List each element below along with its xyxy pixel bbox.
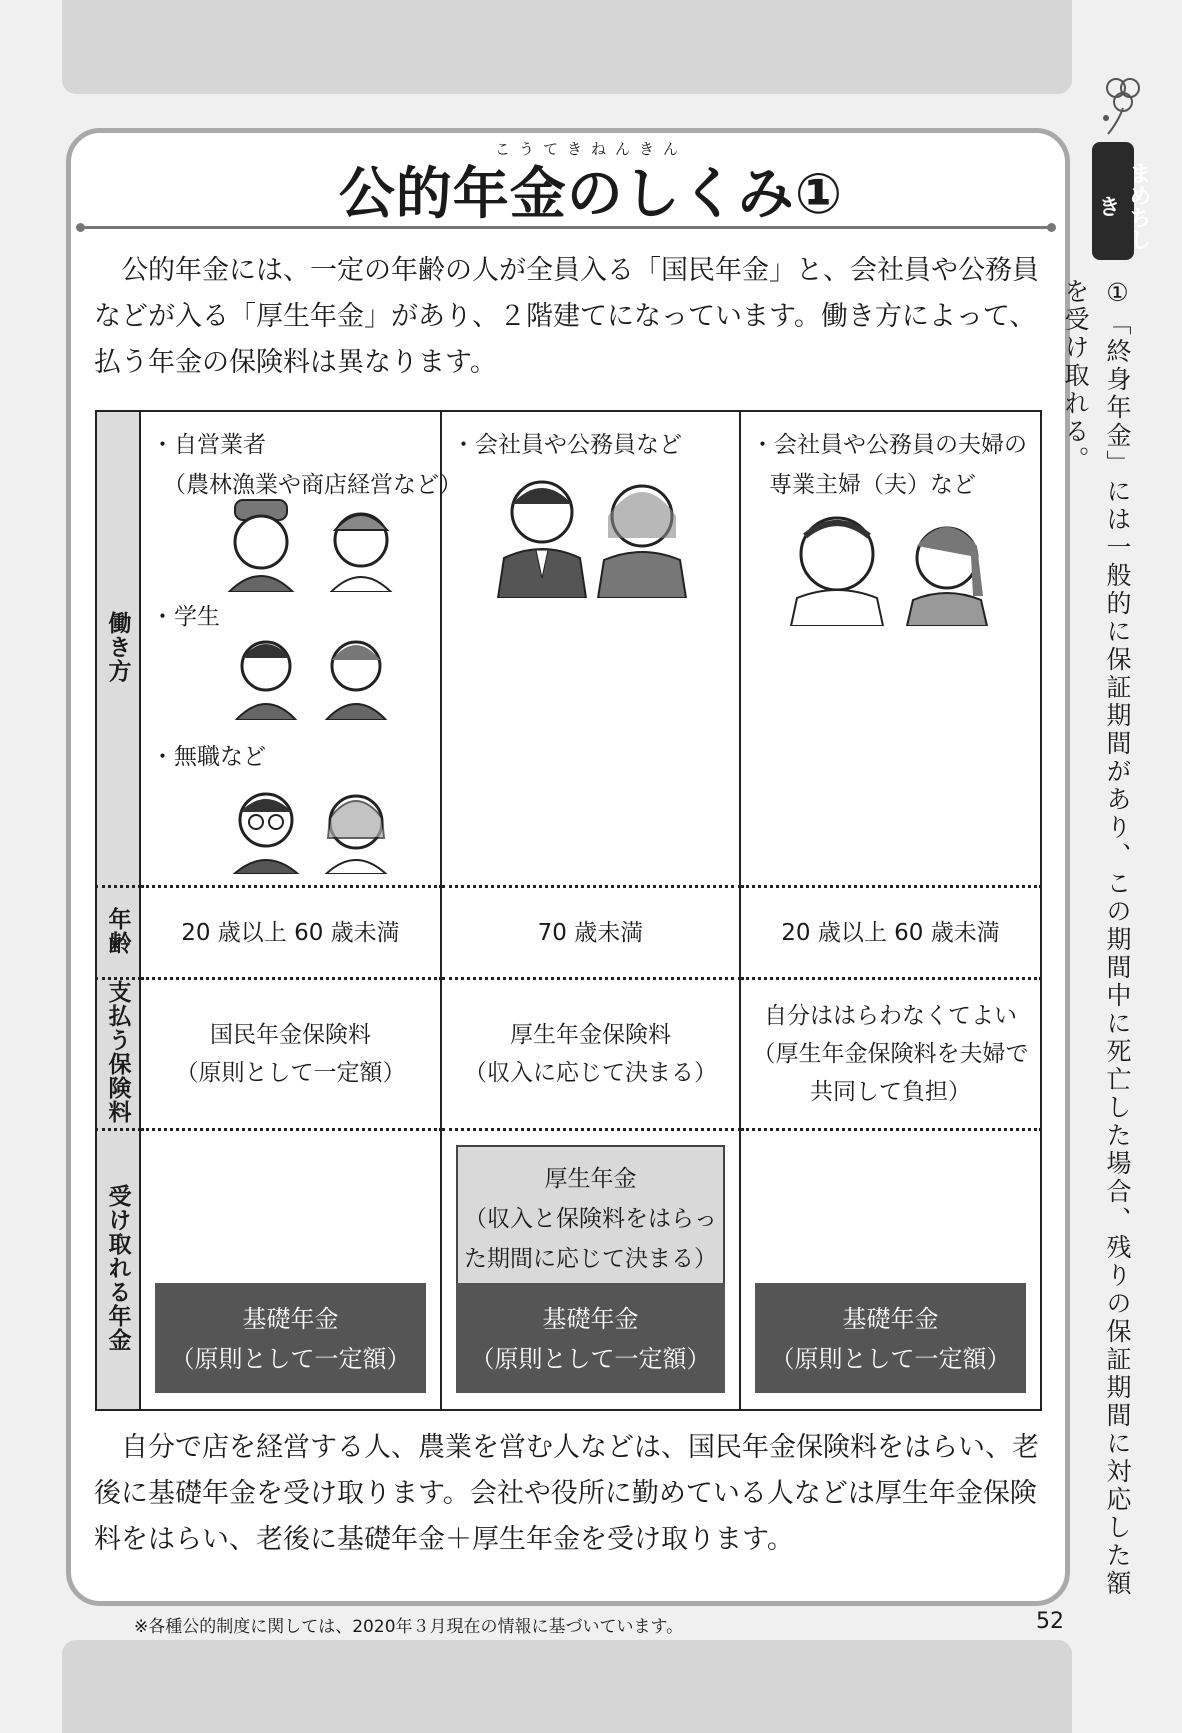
cell-company-employee [441, 411, 740, 887]
unemployed-figures [226, 778, 406, 874]
receive-self-employed [140, 1130, 441, 1411]
row-label-work: 働き方 [96, 411, 140, 887]
cell-dependent-spouse [740, 411, 1041, 887]
page-number: 52 [1036, 1609, 1064, 1634]
employees-pension-box: 厚生年金 （収入と保険料をはらっ た期間に応じて決まる） [456, 1145, 725, 1285]
item-dependent-spouse-sub: 専業主婦（夫）など [768, 472, 976, 498]
row-label-receive: 受け取れる年金 [96, 1130, 140, 1411]
outro-paragraph: 自分で店を経営する人、農業を営む人などは、国民年金保険料をはらい、老後に基礎年金を受け取ります。会社や役所に勤めている人などは厚生年金保険料をはらい、老後に基礎年金＋厚生年金を受け取ります。 [94, 1432, 1039, 1555]
sidebar-tab: まめちしき [1092, 142, 1134, 260]
basic-pension-box: 基礎年金 （原則として一定額） [155, 1283, 426, 1393]
person-icon [1103, 115, 1109, 121]
employee-figures [482, 468, 702, 598]
item-self-employed: ・自営業者 [150, 432, 266, 458]
item-student: ・学生 [150, 604, 220, 630]
item-unemployed: ・無職など [150, 744, 266, 770]
top-band [62, 0, 1072, 94]
title-ruby: こうてきねんきん [494, 140, 687, 158]
item-self-employed-sub: （農林漁業や商店経営など） [162, 472, 462, 498]
cell-self-employed [140, 411, 462, 887]
premium-self-employed: 国民年金保険料 （原則として一定額） [140, 979, 441, 1130]
row-label-premium: 支払う保険料 [96, 979, 140, 1130]
age-company-employee: 70 歳未満 [441, 887, 740, 979]
sidebar-note: ①「終身年金」には一般的に保証期間があり、この期間中に死亡した場合、残りの保証期間に対応した額を受け取れる。 [1061, 278, 1132, 1598]
premium-company-employee: 厚生年金保険料 （収入に応じて決まる） [441, 979, 740, 1130]
item-company-employee: ・会社員や公務員など [451, 432, 682, 458]
pension-table [95, 410, 1042, 1411]
age-dependent-spouse: 20 歳以上 60 歳未満 [740, 887, 1041, 979]
spouse-figures [777, 506, 1007, 626]
intro-paragraph: 公的年金には、一定の年齢の人が全員入る「国民年金」と、会社員や公務員などが入る「厚生年金」があり、２階建てになっています。働き方によって、払う年金の保険料は異なります。 [94, 255, 1039, 378]
age-self-employed: 20 歳以上 60 歳未満 [140, 887, 441, 979]
footnote: ※各種公的制度に関しては、2020年３月現在の情報に基づいています。 [134, 1617, 684, 1637]
premium-dependent-spouse: 自分ははらわなくてよい （厚生年金保険料を夫婦で 共同して負担） [740, 979, 1041, 1130]
farmer-shopkeeper-figures [221, 496, 421, 592]
row-label-age: 年齢 [96, 887, 140, 979]
title-divider [80, 226, 1052, 229]
receive-dependent-spouse [740, 1130, 1041, 1411]
bottom-band [62, 1640, 1072, 1733]
item-dependent-spouse: ・会社員や公務員の夫婦の [750, 432, 1027, 458]
page-title: 公的年金のしくみ① [338, 162, 844, 227]
clover-icon [1098, 74, 1148, 138]
receive-company-employee [441, 1130, 740, 1411]
student-figures [226, 624, 406, 720]
basic-pension-box: 基礎年金 （原則として一定額） [456, 1283, 725, 1393]
basic-pension-box: 基礎年金 （原則として一定額） [755, 1283, 1026, 1393]
